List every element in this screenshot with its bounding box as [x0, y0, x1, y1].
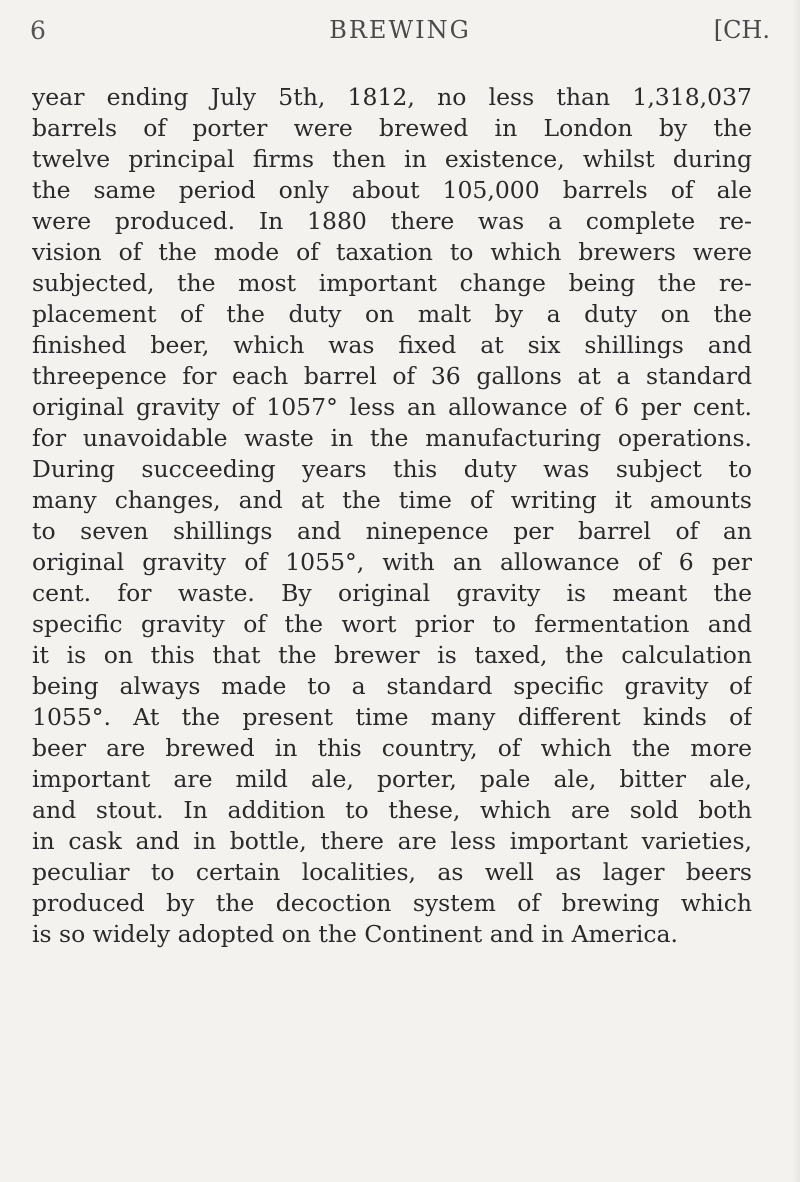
running-head: BREWING — [329, 16, 471, 44]
text-line: many changes, and at the time of writing it amounts — [32, 486, 752, 514]
text-line: and stout. In addition to these, which are sold both — [32, 796, 752, 824]
text-line: barrels of porter were brewed in London by the — [32, 114, 752, 142]
body-paragraph — [32, 82, 752, 950]
text-line: specific gravity of the wort prior to fermentation and — [32, 610, 752, 638]
text-line: During succeeding years this duty was subject to — [32, 455, 752, 483]
text-line: original gravity of 1055°, with an allowance of 6 per — [32, 548, 752, 576]
page-header — [30, 10, 770, 50]
text-line: vision of the mode of taxation to which brewers were — [32, 238, 752, 266]
page-number: 6 — [30, 16, 46, 45]
chapter-mark: [CH. — [713, 16, 770, 44]
text-line: it is on this that the brewer is taxed, the calculation — [32, 641, 752, 669]
text-line: peculiar to certain localities, as well as lager beers — [32, 858, 752, 886]
text-line: beer are brewed in this country, of which the more — [32, 734, 752, 762]
text-line: for unavoidable waste in the manufacturing operations. — [32, 424, 752, 452]
text-line: in cask and in bottle, there are less important varieties, — [32, 827, 752, 855]
text-line: being always made to a standard specific gravity of — [32, 672, 752, 700]
text-line: subjected, the most important change being the re- — [32, 269, 752, 297]
text-line: were produced. In 1880 there was a complete re- — [32, 207, 752, 235]
text-line: to seven shillings and ninepence per barrel of an — [32, 517, 752, 545]
text-line: twelve principal firms then in existence, whilst during — [32, 145, 752, 173]
text-line: is so widely adopted on the Continent and in America. — [32, 920, 679, 948]
text-line: 1055°. At the present time many different kinds of — [32, 703, 752, 731]
text-line: finished beer, which was fixed at six shillings and — [32, 331, 752, 359]
text-line: year ending July 5th, 1812, no less than 1,318,037 — [32, 83, 752, 111]
text-line: the same period only about 105,000 barrels of ale — [32, 176, 752, 204]
page-edge — [792, 0, 800, 1182]
text-line: produced by the decoction system of brewing which — [32, 889, 752, 917]
text-line: important are mild ale, porter, pale ale, bitter ale, — [32, 765, 752, 793]
text-line: cent. for waste. By original gravity is meant the — [32, 579, 752, 607]
text-line: original gravity of 1057° less an allowance of 6 per cent. — [32, 393, 752, 421]
text-line: threepence for each barrel of 36 gallons at a standard — [32, 362, 752, 390]
text-line: placement of the duty on malt by a duty on the — [32, 300, 752, 328]
